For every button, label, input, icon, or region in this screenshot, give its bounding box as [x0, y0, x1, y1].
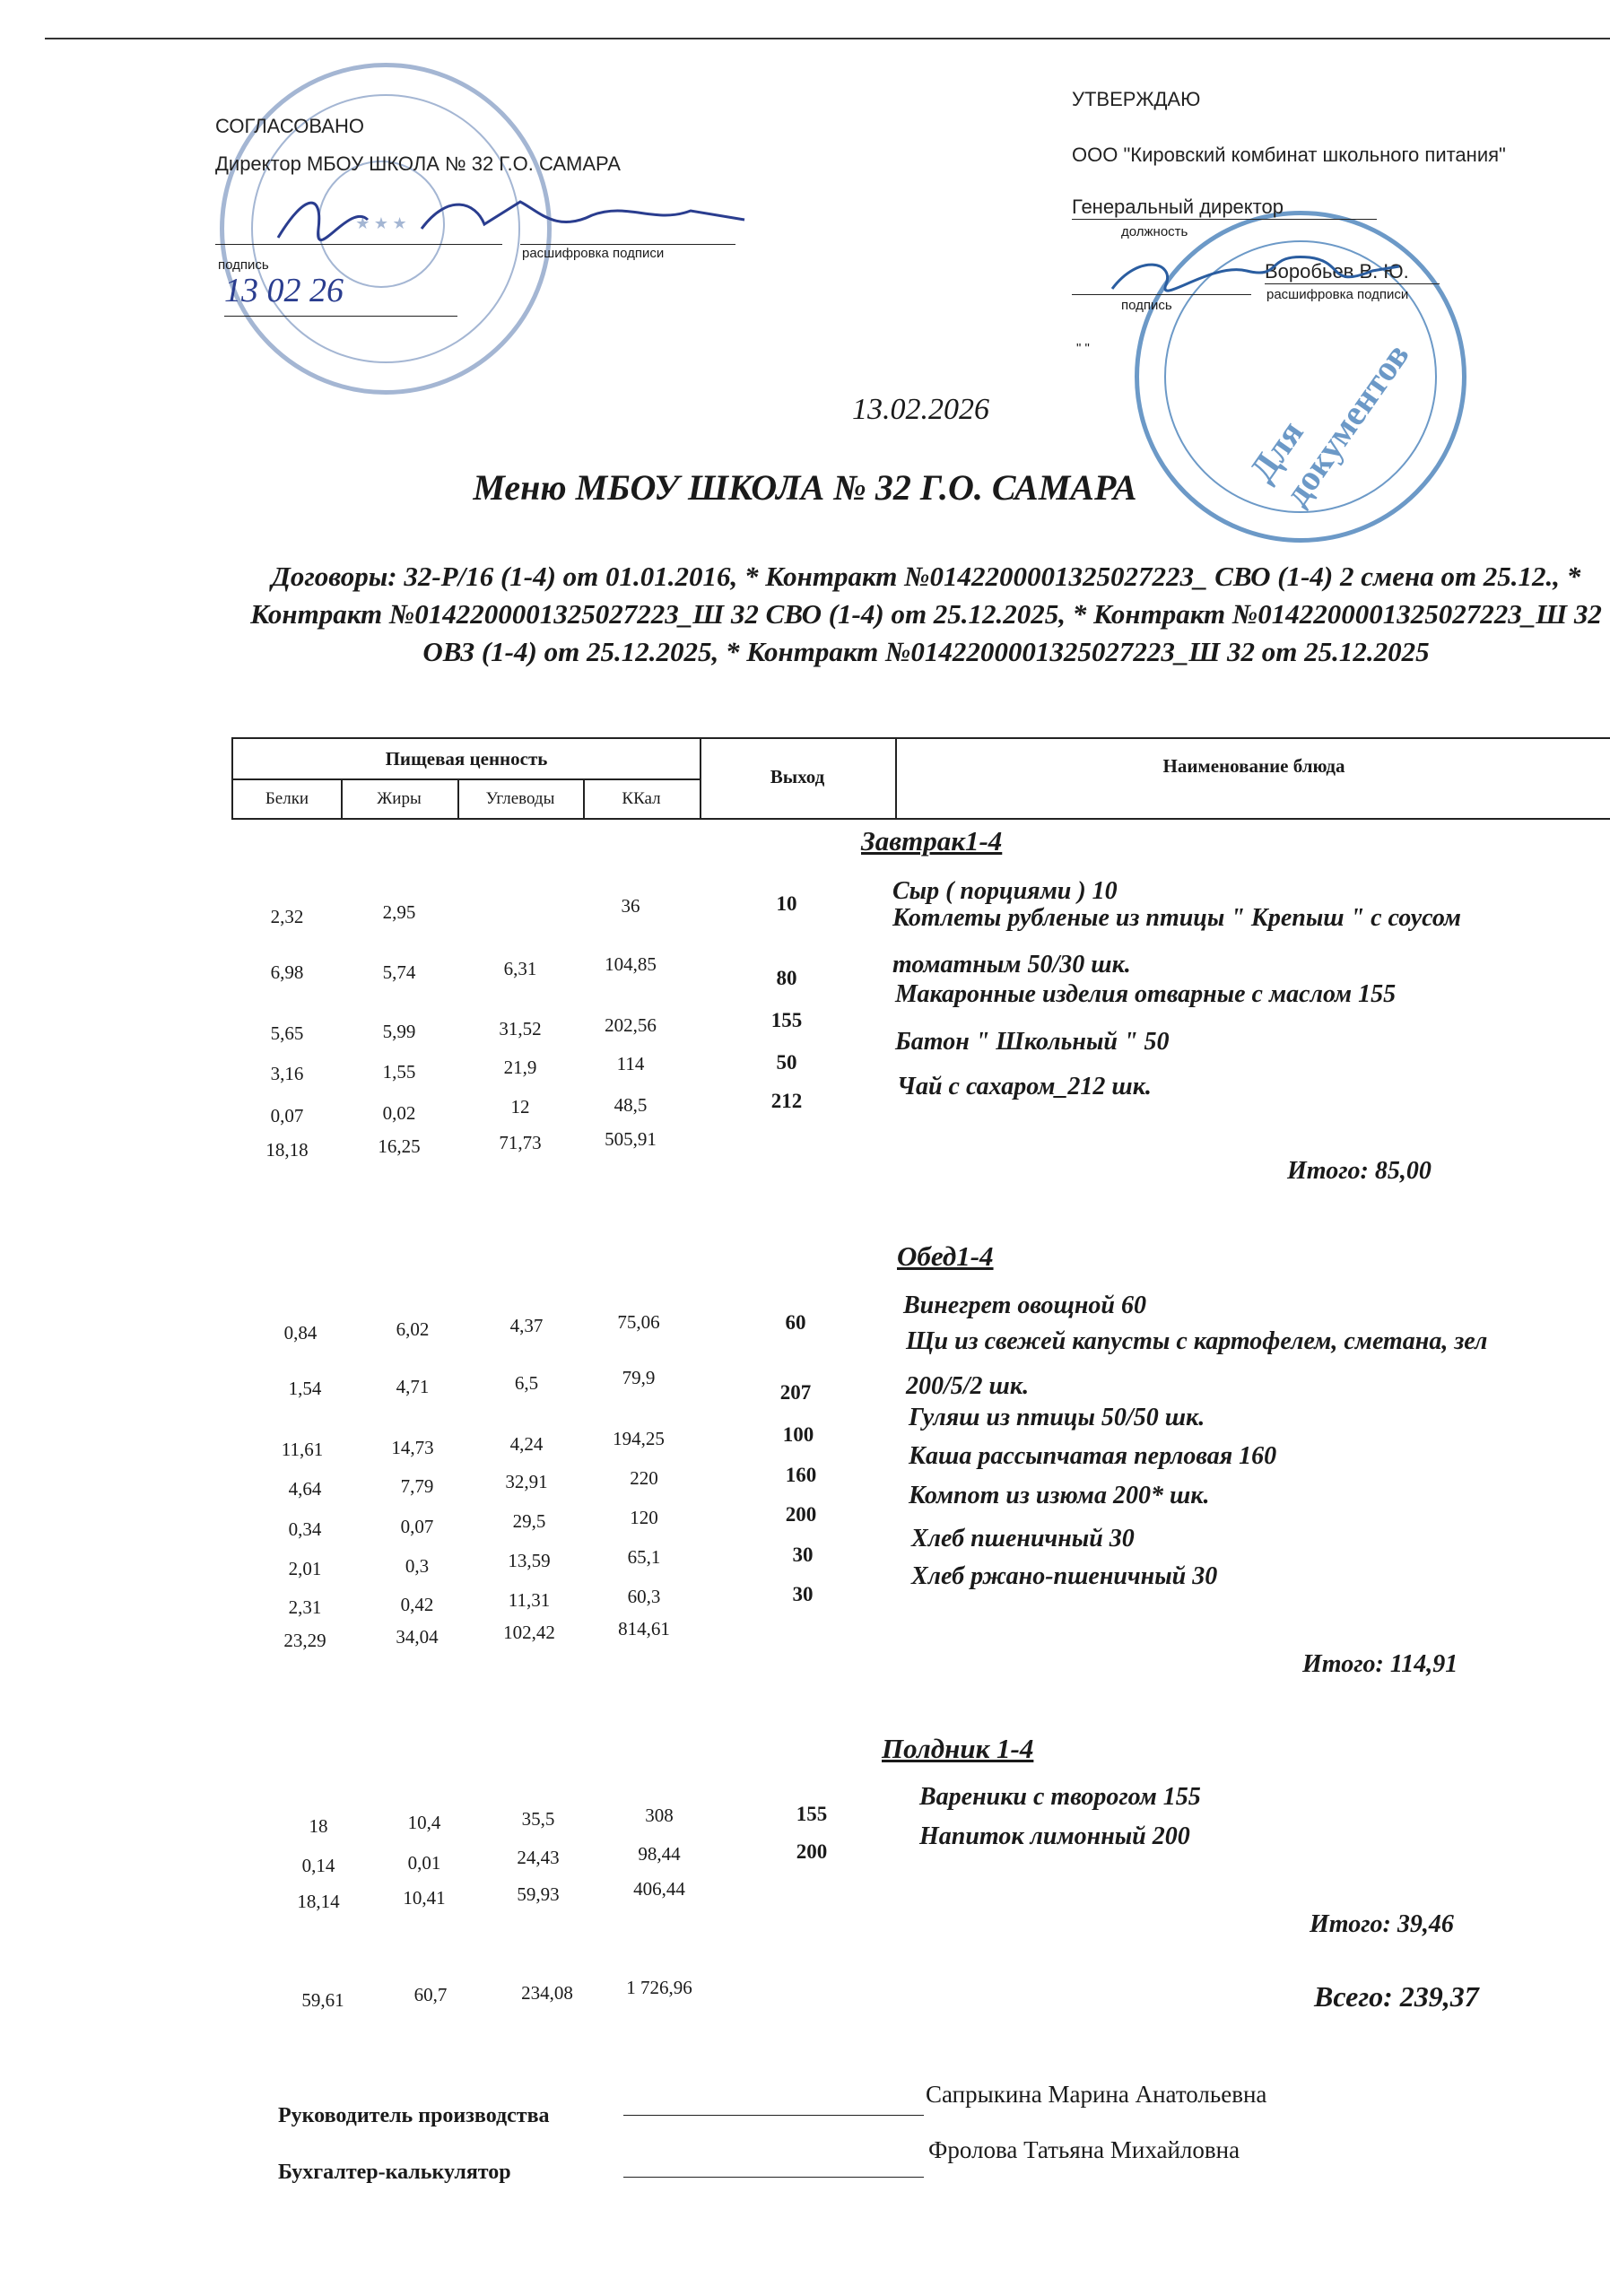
cell-protein: 0,07	[270, 1105, 304, 1126]
cell-kcal: 114	[616, 1053, 645, 1074]
sum-carbs: 102,42	[503, 1622, 555, 1643]
approval-right-date-blank: " "	[1076, 341, 1090, 356]
cell-protein: 2,32	[270, 906, 304, 927]
stamp-label: Для документов	[1240, 335, 1417, 513]
cell-fat: 0,01	[407, 1852, 441, 1874]
sum-kcal: 505,91	[605, 1128, 657, 1150]
sum-fat: 16,25	[378, 1135, 421, 1157]
approval-right-position: Генеральный директор	[1072, 196, 1377, 220]
cell-fat: 14,73	[391, 1437, 434, 1458]
header-fat: Жиры	[377, 789, 422, 808]
section-title-lunch: Обед1-4	[897, 1240, 994, 1272]
menu-date: 13.02.2026	[852, 393, 989, 426]
contracts-text: Договоры: 32-Р/16 (1-4) от 01.01.2016, * Контракт №0142200001325027223_ СВО (1-4) 2 смена от 25.12., * Контракт №0142200001325027223_Ш 32 СВО (1-4) от 25.12.2025, * Контракт №0142200001325027223_Ш 32 ОВЗ (1-4) от 25.12.2025, * Контракт №0142200001325027223_Ш 32 от 25.12.2025	[250, 561, 1602, 667]
accountant-role: Бухгалтер-калькулятор	[278, 2161, 511, 2184]
cell-protein: 2,01	[288, 1558, 322, 1579]
cell-kcal: 202,56	[605, 1014, 657, 1036]
production-name: Сапрыкина Марина Анатольевна	[926, 2081, 1267, 2108]
cell-kcal: 36	[621, 895, 640, 917]
cell-protein: 5,65	[270, 1022, 304, 1044]
cell-carbs: 4,24	[509, 1433, 544, 1455]
cell-output: 200	[796, 1840, 828, 1863]
cell-fat: 0,02	[382, 1102, 416, 1124]
cell-fat: 1,55	[382, 1061, 416, 1083]
production-role: Руководитель производства	[278, 2104, 550, 2127]
cell-fat: 5,74	[382, 961, 416, 983]
cell-fat: 5,99	[382, 1021, 416, 1042]
sum-protein: 23,29	[283, 1630, 326, 1651]
cell-dish: Макаронные изделия отварные с маслом 155	[895, 980, 1397, 1008]
cell-kcal: 75,06	[617, 1311, 660, 1333]
section-title-snack: Полдник 1-4	[882, 1733, 1034, 1764]
cell-protein: 1,54	[288, 1378, 322, 1399]
lunch-total: Итого: 114,91	[1302, 1650, 1458, 1678]
cell-output: 155	[770, 1009, 803, 1031]
cell-dish: Каша рассыпчатая перловая 160	[909, 1442, 1277, 1470]
accountant-sign-line	[623, 2177, 924, 2178]
cell-fat: 0,07	[400, 1516, 434, 1537]
cell-kcal: 79,9	[622, 1367, 656, 1388]
cell-kcal: 120	[630, 1507, 658, 1528]
sum-kcal: 406,44	[633, 1878, 685, 1900]
section-title-breakfast: Завтрак1-4	[861, 825, 1003, 857]
header-output: Выход	[770, 766, 825, 787]
cell-output: 50	[776, 1051, 797, 1074]
cell-dish: Хлеб ржано-пшеничный 30	[911, 1562, 1218, 1590]
header-divider	[895, 739, 897, 818]
page-title: Меню МБОУ ШКОЛА № 32 Г.О. САМАРА	[473, 467, 1137, 508]
cell-carbs: 35,5	[521, 1808, 555, 1830]
cell-kcal: 104,85	[605, 953, 657, 975]
cell-dish: Гуляш из птицы 50/50 шк.	[909, 1404, 1205, 1431]
cell-fat: 2,95	[382, 901, 416, 923]
approval-left-date: 13 02 26	[224, 272, 344, 309]
cell-dish: Вареники с творогом 155	[919, 1783, 1201, 1811]
cell-carbs: 6,31	[503, 958, 537, 979]
cell-dish-continued: 200/5/2 шк.	[906, 1372, 1030, 1400]
cell-carbs: 6,5	[514, 1372, 539, 1394]
cell-output: 80	[776, 967, 797, 989]
cell-protein: 6,98	[270, 961, 304, 983]
cell-output: 10	[776, 892, 797, 915]
accountant-name: Фролова Татьяна Михайловна	[928, 2136, 1240, 2163]
sum-protein: 18,18	[265, 1139, 309, 1161]
cell-fat: 4,71	[396, 1376, 430, 1397]
cell-fat: 0,3	[405, 1555, 430, 1577]
header-nutrition: Пищевая ценность	[385, 748, 548, 770]
cell-output: 100	[782, 1423, 814, 1446]
sum-carbs: 71,73	[499, 1132, 542, 1153]
approval-right-signature-caption: подпись	[1121, 298, 1172, 313]
cell-dish: Хлеб пшеничный 30	[911, 1525, 1135, 1552]
sum-fat: 34,04	[396, 1626, 439, 1648]
approval-right-position-caption: должность	[1121, 224, 1188, 239]
top-rule	[45, 38, 1610, 39]
cell-protein: 0,14	[301, 1855, 335, 1876]
cell-output: 155	[796, 1803, 828, 1825]
cell-kcal: 48,5	[614, 1094, 648, 1116]
grand-fat: 60,7	[413, 1984, 448, 2005]
approval-right-signer: Воробьев В. Ю.	[1265, 260, 1440, 284]
cell-kcal: 65,1	[627, 1546, 661, 1568]
cell-dish: Батон " Школьный " 50	[895, 1028, 1170, 1056]
approval-left-date-line	[224, 316, 457, 317]
grand-protein: 59,61	[301, 1989, 344, 2011]
approval-left-decode-caption: расшифровка подписи	[522, 246, 665, 261]
cell-dish: Винегрет овощной 60	[903, 1292, 1146, 1319]
table-header	[231, 737, 1610, 820]
cell-output: 200	[785, 1503, 817, 1526]
svg-text:★ ★ ★: ★ ★ ★	[355, 214, 407, 232]
approval-right-heading: УТВЕРЖДАЮ	[1072, 88, 1201, 110]
cell-output: 207	[779, 1381, 812, 1404]
cell-carbs: 12	[510, 1096, 530, 1118]
cell-protein: 0,84	[283, 1322, 318, 1344]
approval-right-decode-caption: расшифровка подписи	[1266, 287, 1409, 302]
cell-carbs: 32,91	[505, 1471, 548, 1492]
production-sign-line	[623, 2115, 924, 2116]
cell-output: 60	[785, 1311, 806, 1334]
grand-total: Всего: 239,37	[1314, 1980, 1479, 2013]
cell-carbs: 13,59	[508, 1550, 551, 1571]
cell-carbs: 11,31	[508, 1589, 551, 1611]
snack-total: Итого: 39,46	[1310, 1910, 1454, 1938]
breakfast-total: Итого: 85,00	[1287, 1157, 1432, 1185]
cell-dish: Компот из изюма 200* шк.	[909, 1482, 1210, 1509]
cell-kcal: 98,44	[638, 1843, 681, 1865]
cell-output: 30	[792, 1544, 814, 1566]
grand-kcal: 1 726,96	[626, 1977, 692, 1998]
approval-left-position: Директор МБОУ ШКОЛА № 32 Г.О. САМАРА	[215, 152, 621, 175]
cell-protein: 11,61	[281, 1439, 324, 1460]
cell-dish: Сыр ( порциями ) 10	[892, 877, 1118, 905]
cell-protein: 2,31	[288, 1596, 322, 1618]
cell-protein: 3,16	[270, 1063, 304, 1084]
left-handwritten-signature-icon	[269, 184, 753, 251]
cell-carbs: 4,37	[509, 1315, 544, 1336]
sum-carbs: 59,93	[517, 1883, 560, 1905]
cell-carbs: 29,5	[512, 1510, 546, 1532]
cell-fat: 6,02	[396, 1318, 430, 1340]
cell-kcal: 308	[645, 1805, 674, 1826]
cell-fat: 0,42	[400, 1594, 434, 1615]
sum-fat: 10,41	[403, 1887, 446, 1909]
cell-fat: 7,79	[400, 1475, 434, 1497]
approval-left-heading: СОГЛАСОВАНО	[215, 115, 364, 137]
cell-dish: Щи из свежей капусты с картофелем, сметана, зел	[906, 1327, 1488, 1355]
header-divider	[233, 778, 700, 780]
sum-kcal: 814,61	[618, 1618, 670, 1639]
approval-right-org: ООО "Кировский комбинат школьного питания"	[1072, 144, 1506, 166]
header-kcal: ККал	[622, 789, 661, 808]
grand-carbs: 234,08	[521, 1982, 573, 2004]
cell-dish-continued: томатным 50/30 шк.	[892, 951, 1131, 978]
header-dish-name: Наименование блюда	[1162, 755, 1345, 777]
cell-output: 160	[785, 1464, 817, 1486]
cell-fat: 10,4	[407, 1812, 441, 1833]
cell-output: 212	[770, 1090, 803, 1112]
cell-kcal: 60,3	[627, 1586, 661, 1607]
cell-dish: Чай с сахаром_212 шк.	[897, 1073, 1152, 1100]
sum-protein: 18,14	[297, 1891, 340, 1912]
cell-protein: 18	[309, 1815, 328, 1837]
cell-kcal: 220	[630, 1467, 658, 1489]
cell-dish: Напиток лимонный 200	[919, 1822, 1190, 1850]
cell-carbs: 24,43	[517, 1847, 560, 1868]
cell-carbs: 21,9	[503, 1057, 537, 1078]
cell-output: 30	[792, 1583, 814, 1605]
cell-protein: 4,64	[288, 1478, 322, 1500]
cell-kcal: 194,25	[613, 1428, 665, 1449]
approval-left-signature-caption: подпись	[218, 257, 269, 273]
header-protein: Белки	[265, 789, 309, 808]
cell-protein: 0,34	[288, 1518, 322, 1540]
header-carbs: Углеводы	[485, 789, 555, 808]
cell-dish: Котлеты рубленые из птицы " Крепыш " с соусом	[892, 904, 1461, 932]
cell-carbs: 31,52	[499, 1018, 542, 1039]
